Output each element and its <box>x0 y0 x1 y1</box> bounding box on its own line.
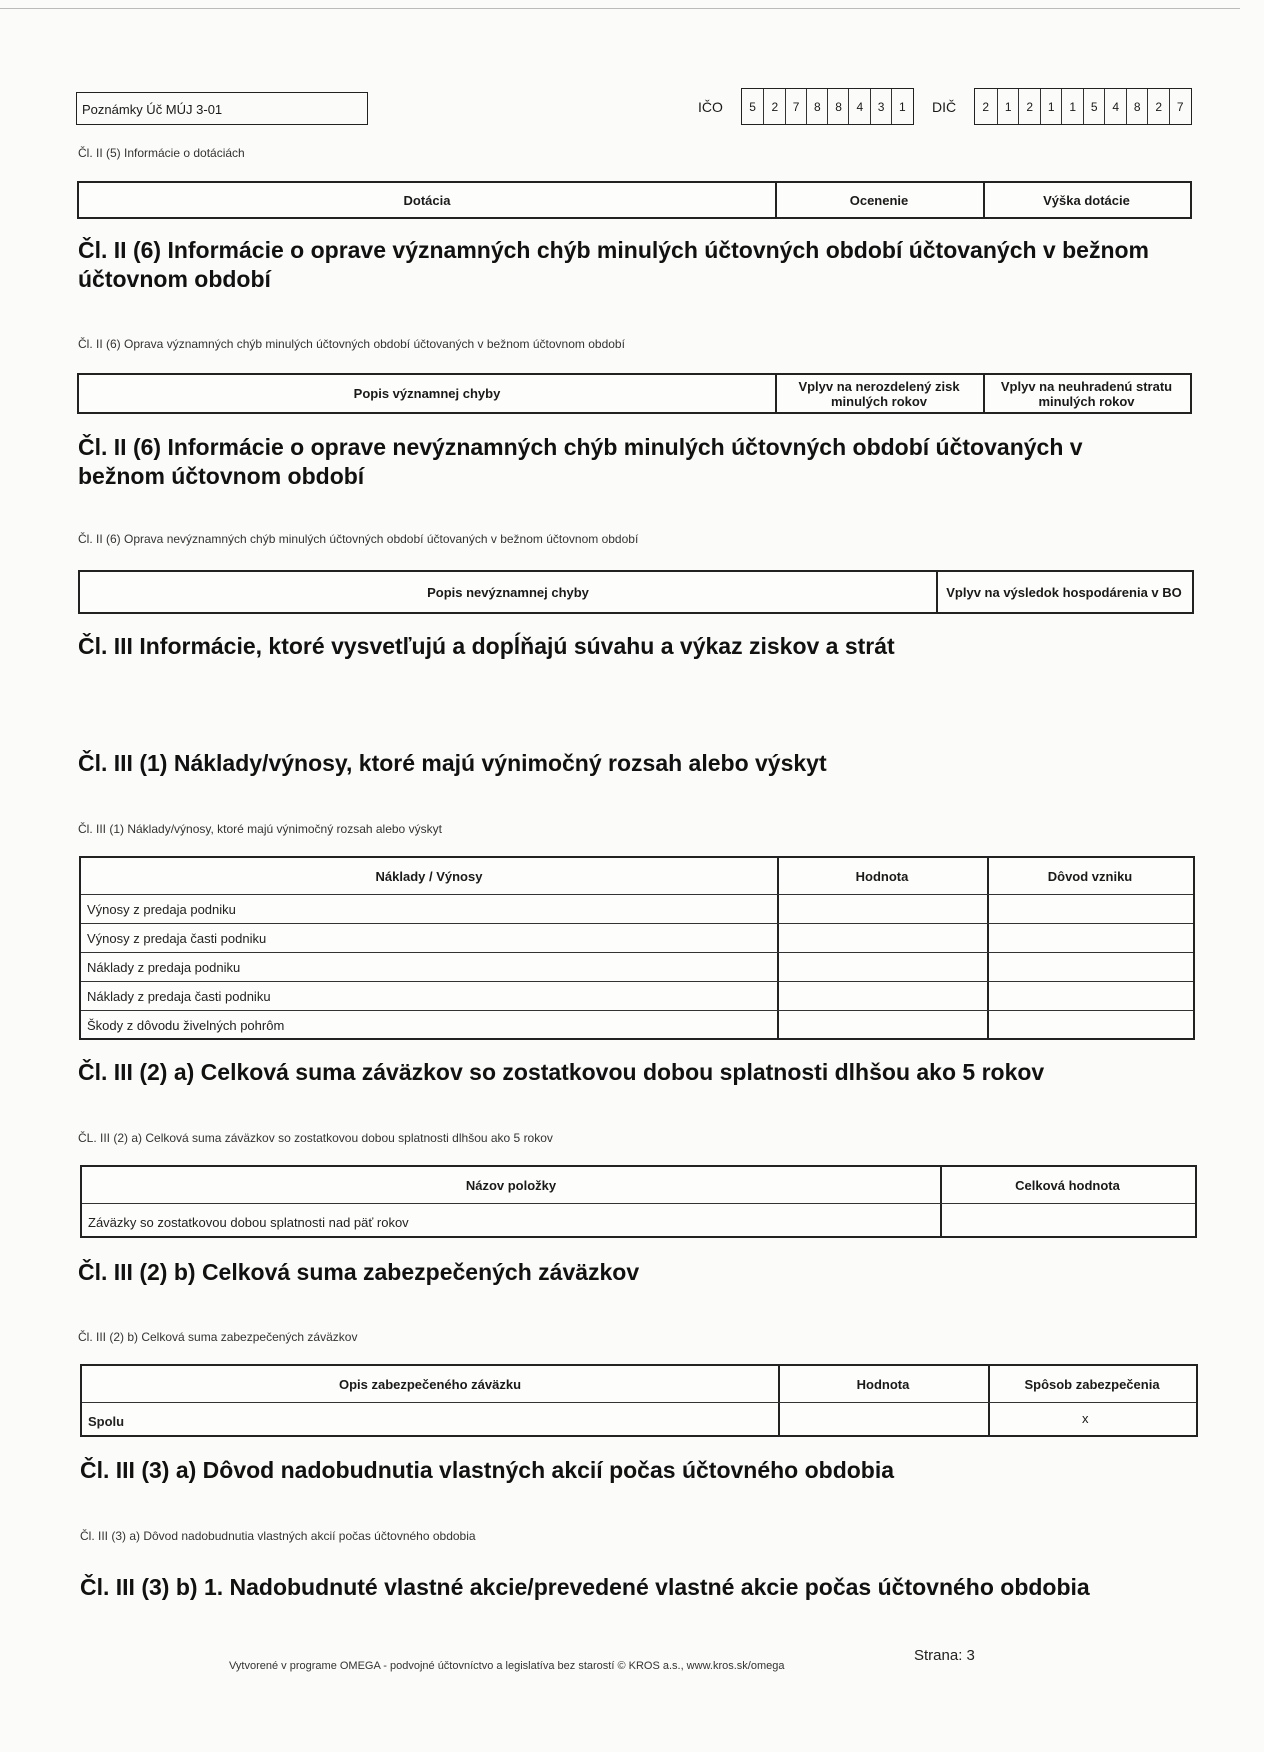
heading-iii3a: Čl. III (3) a) Dôvod nadobudnutia vlastných akcií počas účtovného obdobia <box>80 1457 895 1483</box>
form-name: Poznámky Úč MÚJ 3-01 <box>82 102 223 117</box>
dic-digit: 4 <box>1104 89 1127 124</box>
caption-ii5: Čl. II (5) Informácie o dotáciách <box>78 146 245 160</box>
page-number: Strana: 3 <box>914 1647 975 1664</box>
ico-digit: 7 <box>785 89 807 124</box>
table-row: Záväzky so zostatkovou dobou splatnosti nad päť rokov <box>88 1215 409 1230</box>
col-header-celkova-hodnota: Celková hodnota <box>1015 1177 1120 1193</box>
total-label: Spolu <box>88 1414 125 1429</box>
dic-digit: 7 <box>1169 89 1192 124</box>
col-header-popis-nevyznamnej-chyby: Popis nevýznamnej chyby <box>427 584 589 600</box>
dic-digit: 1 <box>997 89 1020 124</box>
caption-iii2b: Čl. III (2) b) Celková suma zabezpečených záväzkov <box>78 1330 358 1344</box>
table-dotacie <box>77 181 1192 219</box>
heading-iii2b: Čl. III (2) b) Celková suma zabezpečených záväzkov <box>78 1259 640 1285</box>
col-header-opis-zavazku: Opis zabezpečeného záväzku <box>338 1376 522 1392</box>
dic-digit: 2 <box>1147 89 1170 124</box>
heading-iii: Čl. III Informácie, ktoré vysvetľujú a dopĺňajú súvahu a výkaz ziskov a strát <box>78 633 895 659</box>
col-header-popis-vyznamnej-chyby: Popis významnej chyby <box>353 386 501 401</box>
ico-digit: 8 <box>827 89 849 124</box>
table-row: Výnosy z predaja časti podniku <box>87 931 267 946</box>
ico-digits-box <box>741 88 914 125</box>
dic-digits-box <box>974 88 1192 125</box>
ico-digit: 5 <box>749 99 756 114</box>
caption-ii6-nevyznamne: Čl. II (6) Oprava nevýznamných chýb minulých účtovných období účtovaných v bežnom účtovnom období <box>78 532 639 546</box>
ico-digit: 3 <box>870 89 892 124</box>
ico-label: IČO <box>698 99 723 115</box>
ico-digit: 1 <box>891 89 913 124</box>
col-header-vplyv-vysledok: Vplyv na výsledok hospodárenia v BO <box>946 584 1182 600</box>
table-row: Náklady z predaja časti podniku <box>87 989 271 1004</box>
table-naklady-vynosy <box>79 856 1195 1040</box>
col-header-sposob-zabezpecenia: Spôsob zabezpečenia <box>1024 1376 1160 1392</box>
col-header-hodnota: Hodnota <box>855 868 909 884</box>
col-header-vyska-dotacie: Výška dotácie <box>1043 192 1130 208</box>
dic-digit: 2 <box>982 99 990 114</box>
form-name-box <box>76 92 368 125</box>
caption-iii3a: Čl. III (3) a) Dôvod nadobudnutia vlastných akcií počas účtovného obdobia <box>80 1529 476 1543</box>
table-nevyznamne-chyby <box>78 570 1194 614</box>
caption-iii1: Čl. III (1) Náklady/výnosy, ktoré majú výnimočný rozsah alebo výskyt <box>78 822 442 836</box>
table-vyznamne-chyby <box>77 373 1192 414</box>
table-row: Výnosy z predaja podniku <box>87 902 236 917</box>
heading-ii6-vyznamne: Čl. II (6) Informácie o oprave významných chýb minulých účtovných období účtovaných v bežnom účtovnom období <box>78 237 1149 292</box>
total-mark: x <box>1082 1411 1089 1426</box>
table-zabezpecene-zavazky <box>80 1364 1198 1437</box>
heading-ii6-nevyznamne: Čl. II (6) Informácie o oprave nevýznamných chýb minulých účtovných období účtovaných v bežnom účtovnom období <box>78 434 1083 489</box>
heading-iii3b: Čl. III (3) b) 1. Nadobudnuté vlastné akcie/prevedené vlastné akcie počas účtovného obdobia <box>80 1574 1090 1600</box>
col-header-ocenenie: Ocenenie <box>849 192 909 208</box>
caption-iii2a: ČL. III (2) a) Celková suma záväzkov so zostatkovou dobou splatnosti dlhšou ako 5 rokov <box>78 1131 553 1145</box>
caption-ii6-vyznamne: Čl. II (6) Oprava významných chýb minulých účtovných období účtovaných v bežnom účtovnom období <box>78 337 625 351</box>
dic-label: DIČ <box>932 99 957 115</box>
heading-iii1: Čl. III (1) Náklady/výnosy, ktoré majú výnimočný rozsah alebo výskyt <box>78 750 827 776</box>
table-row: Škody z dôvodu živelných pohrôm <box>87 1018 285 1033</box>
page-top-edge <box>0 8 1240 9</box>
table-row: Náklady z predaja podniku <box>87 960 241 975</box>
ico-digit: 8 <box>806 89 828 124</box>
table-zavazky-nad-5-rokov <box>80 1165 1197 1238</box>
dic-digit: 1 <box>1040 89 1063 124</box>
ico-digit: 4 <box>848 89 870 124</box>
col-header-hodnota: Hodnota <box>856 1376 910 1392</box>
col-header-naklady-vynosy: Náklady / Výnosy <box>375 868 483 884</box>
dic-digit: 2 <box>1018 89 1041 124</box>
col-header-dotacia: Dotácia <box>403 192 451 208</box>
heading-iii2a: Čl. III (2) a) Celková suma záväzkov so zostatkovou dobou splatnosti dlhšou ako 5 rokov <box>78 1059 1045 1085</box>
col-header-vplyv-strata: Vplyv na neuhradenú stratu minulých rokov <box>1000 378 1173 409</box>
dic-digit: 5 <box>1083 89 1106 124</box>
col-header-nazov-polozky: Názov položky <box>465 1177 557 1193</box>
dic-digit: 1 <box>1061 89 1084 124</box>
col-header-dovod-vzniku: Dôvod vzniku <box>1047 868 1133 884</box>
col-header-vplyv-zisk: Vplyv na nerozdelený zisk minulých rokov <box>798 378 960 409</box>
dic-digit: 8 <box>1126 89 1149 124</box>
ico-digit: 2 <box>763 89 785 124</box>
footer-note: Vytvorené v programe OMEGA - podvojné účtovníctvo a legislatíva bez starostí © KROS a.s., www.kros.sk/omega <box>229 1660 785 1672</box>
